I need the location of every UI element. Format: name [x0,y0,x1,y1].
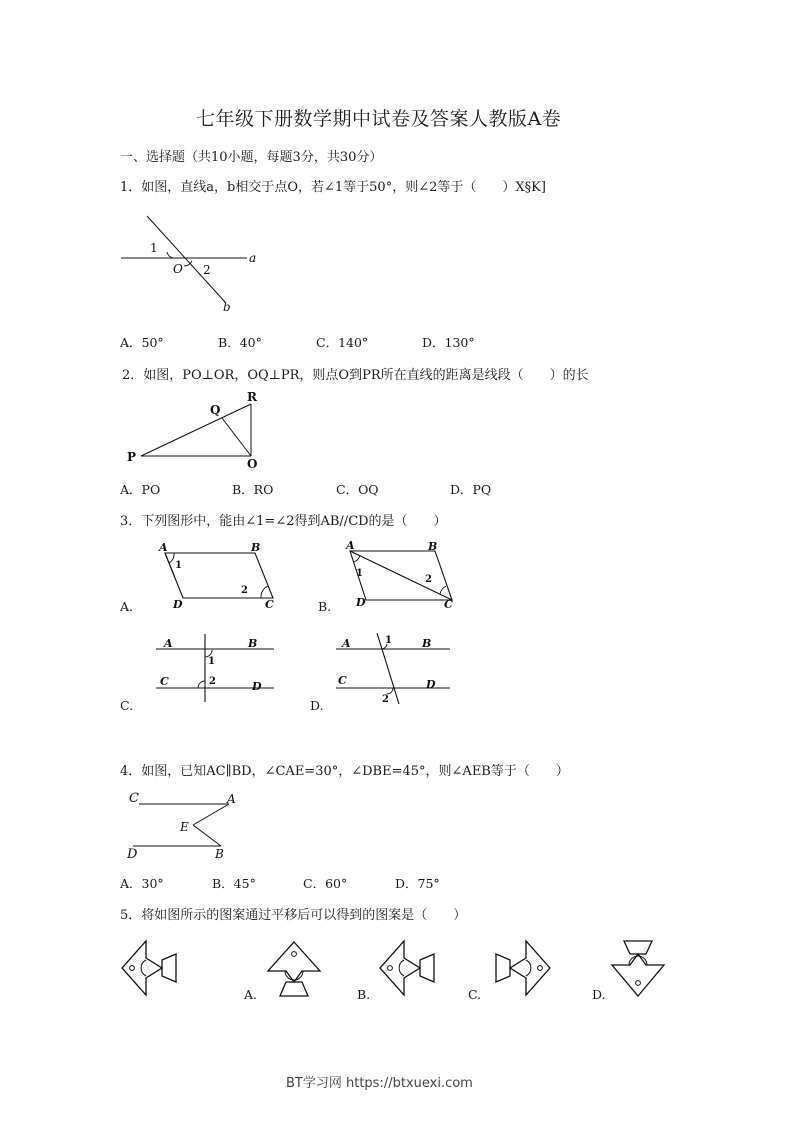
question-1-option-a[interactable]: A．50° [120,335,164,350]
question-5-option-c[interactable]: C. [468,987,482,1002]
question-4-figure [125,788,245,863]
q4-label-a: A [227,792,236,806]
question-5-stem: 5．将如图所示的图案通过平移后可以得到的图案是（ ） [120,908,467,923]
q3b-label-c: C [444,598,453,611]
question-1-option-d[interactable]: D．130° [422,335,475,350]
question-3-figure-a [155,538,285,613]
page-title: 七年级下册数学期中试卷及答案人教版A卷 [196,108,562,130]
q3d-label-d: D [426,678,436,691]
q4-label-c: C [129,791,139,806]
q3d-label-2: 2 [382,694,389,705]
question-3-option-a[interactable]: A. [120,599,134,614]
question-2-figure [125,390,275,475]
question-5-figure-a [262,938,327,1000]
q3d-label-b: B [422,637,432,650]
q1-label-b: b [223,300,231,314]
question-1-figure [115,210,275,320]
q4-label-d: D [127,847,138,862]
q3b-label-a: A [346,539,355,552]
q3d-label-c: C [338,674,347,687]
question-2-option-d[interactable]: D．PQ [450,482,492,497]
question-5-figure-d [606,938,671,1000]
question-5-option-b[interactable]: B. [357,987,371,1002]
footer-link[interactable]: BT学习网 https://btxuexi.com [286,1076,473,1091]
q4-label-b: B [215,847,224,861]
q1-label-o: O [173,262,183,276]
q3b-label-b: B [428,540,438,553]
question-3-option-d[interactable]: D. [310,698,324,713]
q3c-label-a: A [164,637,173,650]
q3a-label-d: D [173,598,183,611]
question-4-stem: 4．如图，已知AC∥BD，∠CAE=30°，∠DBE=45°，则∠AEB等于（ ） [120,764,569,779]
question-3-figure-d [330,630,455,708]
q1-label-a: a [249,251,257,265]
section-heading: 一、选择题（共10小题，每题3分，共30分） [120,150,383,165]
question-3-figure-c [150,632,280,707]
q2-label-o: O [247,457,258,471]
question-2-option-c[interactable]: C．OQ [336,482,379,497]
question-4-option-a[interactable]: A．30° [120,876,164,891]
q3c-label-c: C [160,675,169,688]
q3b-label-1: 1 [356,568,363,579]
question-5-figure-c [490,938,555,1000]
question-5-original-figure [118,938,183,1000]
q2-label-p: P [127,450,137,464]
question-3-stem: 3．下列图形中，能由∠1=∠2得到AB//CD的是（ ） [120,514,447,529]
question-1-stem: 1．如图，直线a，b相交于点O，若∠1等于50°，则∠2等于（ ）X§K] [120,180,546,195]
question-5-figure-b [376,938,441,1000]
question-1-option-c[interactable]: C．140° [316,335,369,350]
q3d-label-a: A [342,637,351,650]
question-4-option-d[interactable]: D．75° [395,876,440,891]
question-4-option-b[interactable]: B．45° [212,876,256,891]
q3c-label-d: D [252,680,262,693]
question-3-option-b[interactable]: B. [318,599,332,614]
q4-label-e: E [180,820,189,834]
question-5-option-a[interactable]: A. [244,987,258,1002]
q3a-label-a: A [159,541,168,554]
q3a-label-c: C [265,598,274,611]
q3c-label-b: B [248,637,258,650]
q1-label-2: 2 [203,263,211,277]
question-2-option-a[interactable]: A．PO [120,482,161,497]
q3b-label-2: 2 [425,574,432,585]
q2-label-r: R [247,390,257,404]
question-4-option-c[interactable]: C．60° [303,876,348,891]
question-3-option-c[interactable]: C. [120,698,134,713]
q3a-label-2: 2 [241,585,248,596]
q1-label-1: 1 [150,241,158,255]
q3a-label-1: 1 [175,560,182,571]
question-2-stem: 2．如图，PO⊥OR，OQ⊥PR，则点O到PR所在直线的距离是线段（ ）的长 [122,368,589,383]
question-5-option-d[interactable]: D. [592,987,606,1002]
question-3-figure-b [340,536,470,611]
q2-label-q: Q [210,403,221,417]
q3c-label-1: 1 [208,656,215,667]
q3b-label-d: D [356,596,366,609]
q3a-label-b: B [251,541,261,554]
question-1-option-b[interactable]: B．40° [218,335,262,350]
q3d-label-1: 1 [385,635,392,646]
question-2-option-b[interactable]: B．RO [232,482,274,497]
q3c-label-2: 2 [209,676,216,687]
